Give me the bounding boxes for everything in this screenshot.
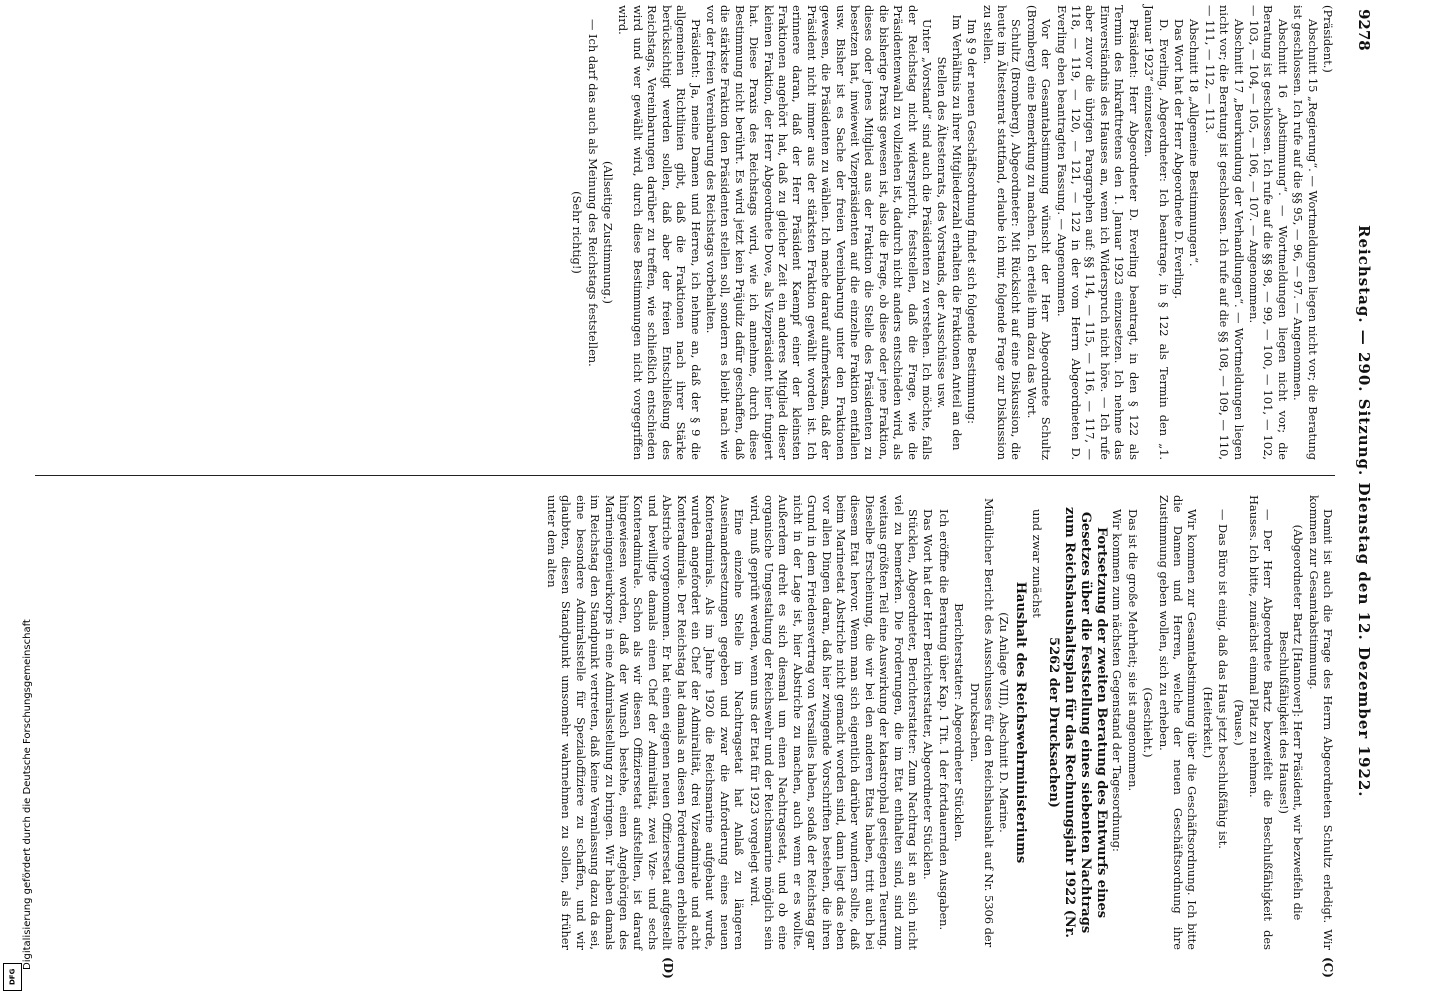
left-column-paragraph: D. Everling, Abgeordneter: Ich beantrage, in § 122 als Termin den „1. Januar 1923“ einzusetzen.: [1142, 5, 1171, 460]
right-text-column: [544, 495, 1336, 950]
left-column-paragraph: — Ich darf das auch als Meinung des Reichstags feststellen.: [585, 19, 600, 367]
left-column-paragraph: Abschnitt 18 „Allgemeine Bestimmungen“.: [1187, 19, 1202, 267]
left-column-paragraph: Schultz (Bromberg), Abgeordneter: Mit Rücksicht auf eine Diskussion, die heute im Ältestenrat stattfand, erlaube ich mir, folgende Frage zur Diskussion zu stellen.: [980, 5, 1024, 460]
dfg-watermark: [0, 0, 34, 1000]
right-column-paragraph: Wir kommen zur Gesamtabstimmung über die Geschäftsordnung. Ich bitte die Damen und Herren, welche der neuen Geschäftsordnung ihre Zustimmung geben wollen, sich zu erheben.: [1156, 495, 1200, 950]
right-column-paragraph: und zwar zunächst: [1029, 509, 1044, 618]
right-column-paragraph: (Heiterkeit.): [1200, 686, 1215, 759]
rotated-page: [35, 5, 1375, 979]
left-text-column: [569, 5, 1335, 460]
right-column-paragraph: (Pause.): [1231, 699, 1246, 746]
right-column-paragraph: — Das Büro ist einig, daß das Haus jetzt beschlußfähig ist.: [1216, 509, 1231, 849]
right-column-paragraph: Fortsetzung der zweiten Beratung des Entwurfs eines Gesetzes über die Feststellung eines siebenten Nachtrags zum Reichshaushaltsplan für das Rechnungsjahr 1922 (Nr. 5262 der Drucksachen): [1045, 507, 1109, 938]
right-column-paragraph: Das ist die große Mehrheit; sie ist angenommen.: [1125, 509, 1140, 792]
right-column-paragraph: (Zu Anlage VIII), Abschnitt D. Marine.: [997, 612, 1012, 833]
right-column-paragraph: Eine einzelne Stelle im Nachtragsetat hat Anlaß zu längeren Auseinandersetzungen gegeben und zwar die Anforderung eines neuen Konteradmirals. Als im Jahre 1920 die Reichsmarine aufgebaut wurde, wurden angefordert ein Chef der Admiralität, drei Vizeadmirale und acht Konteradmirale. Der Reichstag hat damals an diesen Forderungen erhebliche Abstriche vorgenommen. Er hat einen eigenen neuen Offiziersetat aufgestellt und bewilligte damals einen Chef der Admiralität, zwei Vize- und sechs Konteradmirale. Schon als wir diesen Offiziersetat aufstellten, ist darauf hingewiesen worden, daß der Wunsch bestehe, einen Angehörigen des Marineingenieurkorps in eine Admiralsstellung zu bringen. Wir haben damals im Reichstag den Standpunkt vertreten, daß keine Veranlassung dazu da sei, eine besondere Admiralsstelle für Spezialoffiziere zu schaffen, und wir glaubten, diesen Standpunkt umsomehr wahrnehmen zu sollen, als früher unter dem alten: [544, 495, 747, 950]
right-column-paragraph: Stücklen, Abgeordneter, Berichterstatter: Zum Nachtrag ist an sich nicht viel zu bemerken. Die Forderungen, die im Etat enthalten sind, sind zum weitaus größten Teil eine Auswirkung der katastrophal gestiegenen Teuerung. Dieselbe Erscheinung, die wir bei den anderen Etats haben, tritt auch bei diesem Etat hervor. Wenn man sich eigentlich darüber wundern sollte, daß beim Marineetat Abstriche nicht gemacht worden sind, dann liegt das eben vor allen Dingen daran, daß hier zwingende Vorschriften bestehen, die ihren Grund in dem Friedensvertrag von Versailles haben, sodaß der Reichstag gar nicht in der Lage ist, hier Abstriche zu machen, auch wenn er es wollte. Außerdem dreht es sich diesmal um einen Nachtragsetat, und ob eine organische Umgestaltung der Reichswehr und der Reichsmarine möglich sein wird, muß geprüft werden, wenn uns der Etat für 1923 vorgelegt wird.: [747, 495, 921, 950]
dfg-logo: DFG: [3, 963, 22, 991]
left-column-paragraph: Vor der Gesamtabstimmung wünscht der Herr Abgeordnete Schultz (Bromberg) eine Bemerkung zu machen. Ich erteile ihm dazu das Wort.: [1024, 5, 1054, 460]
margin-marker-d: (D): [661, 957, 675, 979]
right-column-paragraph: (Geschieht.): [1141, 687, 1156, 758]
right-column-paragraph: Das Wort hat der Herr Berichterstatter, Abgeordneter Stücklen.: [921, 509, 936, 880]
left-column-paragraph: Abschnitt 16 „Abstimmung“. — Wortmeldungen liegen nicht vor; die Beratung ist geschlossen. Ich rufe auf die §§ 98, — 99, — 100, — 101, — 102, — 103, — 104, — 105, — 106, — 107. — Angenommen.: [1246, 5, 1290, 460]
right-column-paragraph: Ich eröffne die Beratung über Kap. 1 Tit. 1 der fortdauernden Ausgaben.: [936, 509, 951, 931]
left-column-paragraph: Abschnitt 17 „Beurkundung der Verhandlungen“. — Wortmeldungen liegen nicht vor; die Beratung ist geschlossen. Ich rufe auf die §§ 108, — 109, — 110, — 111, — 112, — 113.: [1202, 5, 1246, 460]
running-title: Reichstag. — 290. Sitzung. Dienstag den 12. Dezember 1922.: [1355, 225, 1373, 798]
right-column-paragraph: Damit ist auch die Frage des Herrn Abgeordneten Schultz erledigt. Wir kommen zur Gesamtabstimmung.: [1306, 495, 1335, 950]
left-column-paragraph: Im Verhältnis zu ihrer Mitgliederzahl erhalten die Fraktionen Anteil an den Stellen des Ältestenrats, des Vorstands, der Ausschüsse usw.: [935, 14, 964, 451]
left-column-paragraph: Präsident: Herr Abgeordneter D. Everling beantragt, in den § 122 als Termin des Inkrafttretens den 1. Januar 1923 einzusetzen. Ich nehme das Einverständnis des Hauses an, wenn ich Widerspruch nicht höre. — Ich rufe aber zuvor die übrigen Paragraphen auf: §§ 114, — 115, — 116, — 117, — 118, — 119, — 120, — 121, — 122 in der vom Herrn Abgeordneten D. Everling eben beantragten Fassung. — Angenommen.: [1054, 5, 1141, 460]
left-column-paragraph: (Präsident.): [1321, 5, 1335, 73]
right-column-paragraph: — Der Herr Abgeordnete Bartz bezweifelt die Beschlußfähigkeit des Hauses. Ich bitte, zunächst einmal Platz zu nehmen.: [1246, 495, 1276, 950]
right-column-paragraph: (Abgeordneter Bartz [Hannover]: Herr Präsident, wir bezweifeln die Beschlußfähigkeit des Hauses!): [1276, 524, 1306, 921]
left-column-paragraph: Unter „Vorstand“ sind auch die Präsidenten zu verstehen. Ich möchte, falls der Reichstag nicht widerspricht, feststellen, daß die Frage, wie die Präsidentenwahl zu vollziehen ist, dadurch nicht anders entschieden wird, als die bisherige Praxis gewesen ist, also die Frage, ob diese oder jene Fraktion, dieses oder jenes Mitglied aus der Fraktion die Stelle des Präsidenten zu besetzen hat, inwieweit Vizepräsidenten auf die einzelne Fraktion entfallen usw. Bisher ist es Sache der freien Vereinbarung unter den Fraktionen gewesen, die Präsidenten zu wählen. Ich mache darauf aufmerksam, daß der Präsident nicht immer aus der stärksten Fraktion gewählt worden ist. Ich erinnere daran, daß der Herr Präsident Kaempf einer der kleinsten Fraktionen angehört hat, daß zu gleicher Zeit ein anderes Mitglied dieser kleinen Fraktion, der Herr Abgeordnete Dove, als Vizepräsident hier fungiert hat. Diese Praxis des Reichstags wird, wie ich annehme, durch diese Bestimmung nicht berührt. Es wird jetzt kein Präjudiz dafür geschaffen, daß die stärkste Fraktion den Präsidenten stellen soll, sondern es bleibt nach wie vor der freien Vereinbarung des Reichstags vorbehalten.: [703, 5, 935, 460]
margin-marker-c: (C): [1321, 957, 1335, 978]
left-column-paragraph: (Allseitige Zustimmung.): [601, 160, 616, 304]
left-column-paragraph: Im § 9 der neuen Geschäftsordnung findet sich folgende Bestimmung:: [965, 19, 980, 424]
left-column-paragraph: Das Wort hat der Herr Abgeordnete D. Everling.: [1171, 19, 1186, 300]
right-column-paragraph: Wir kommen zum nächsten Gegenstand der Tagesordnung:: [1110, 509, 1125, 852]
right-column-paragraph: Haushalt des Reichswehrministeriums: [1013, 581, 1029, 864]
left-column-paragraph: Abschnitt 15 „Regierung“. — Wortmeldungen liegen nicht vor; die Beratung ist geschlossen. Ich rufe auf die §§ 95, — 96, — 97. — Angenommen.: [1291, 5, 1320, 460]
right-column-paragraph: Mündlicher Bericht des Ausschusses für den Reichshaushalt auf Nr. 5306 der Drucksachen.: [967, 497, 997, 948]
right-column-paragraph: Berichterstatter: Abgeordneter Stücklen.: [952, 603, 967, 842]
page-header: [1347, 5, 1375, 965]
left-column-paragraph: (Sehr richtig!): [570, 191, 585, 274]
left-column-paragraph: Präsident: Ja, meine Damen und Herren, ich nehme an, daß der § 9 die allgemeinen Richtlinien gibt, daß die Fraktionen nach ihrer Stärke berücksichtigt werden sollen, daß aber der freien Entschließung des Reichstags, Vereinbarungen darüber zu treffen, wie schließlich entschieden wird und wer gewählt wird, durch diese Bestimmungen nicht vorgegriffen wird.: [616, 5, 703, 460]
page-number: 9278: [1355, 9, 1373, 51]
watermark-text: Digitalisierung gefördert durch die Deutsche Forschungsgemeinschaft: [22, 619, 33, 970]
column-divider: [35, 475, 1335, 476]
